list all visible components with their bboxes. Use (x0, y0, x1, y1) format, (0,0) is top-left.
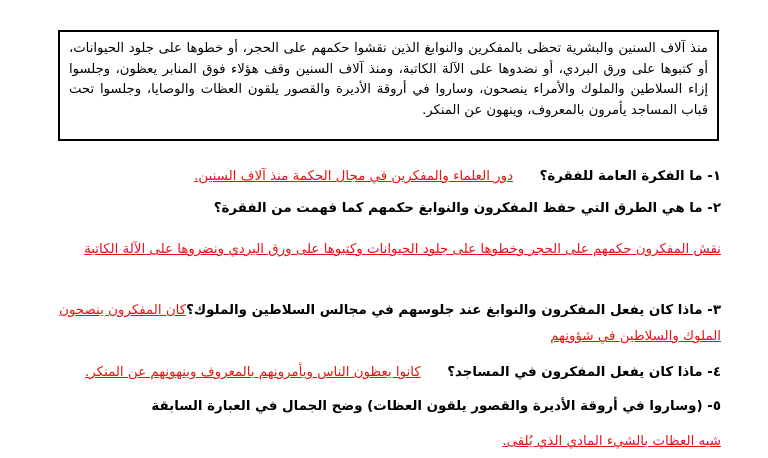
passage-box (58, 30, 719, 141)
question-4 (40, 361, 721, 384)
passage-text: منذ آلاف السنين والبشرية تحظى بالمفكرين والنوابغ الذين نقشوا حكمهم على الحجر، أو خطوها على جلود الحيوانات، أو كتبوها على ورق البردي، أو نضدوها على الآلة الكاتبة، ومنذ آلاف السنين وقف هؤلاء فوق المنابر يعظون، وجلسوا إزاء السلاطين والملوك والأمراء ينصحون، وساروا في أروقة الأديرة والقصور يلقون العظات والوصايا، وجلسوا تحت قباب المساجد يأمرون بالمعروف، وينهون عن المنكر. (69, 41, 708, 118)
question-3 (40, 299, 721, 322)
question-5-text: ٥- (وساروا في أروقة الأديرة والقصور يلقون العظات) وضح الجمال في العبارة السابقة (151, 399, 721, 414)
question-4-text: ٤- ماذا كان يفعل المفكرون في المساجد؟ (447, 365, 721, 380)
question-1-text: ١- ما الفكرة العامة للفقرة؟ (539, 169, 721, 184)
answer-1-text: دور العلماء والمفكرين في مجال الحكمة منذ آلاف السنين. (194, 169, 514, 184)
answer-3-continuation: الملوك والسلاطين في شؤونهم (550, 329, 721, 344)
question-1 (40, 165, 721, 188)
question-5 (40, 395, 721, 418)
answer-2-text: نقش المفكرون حكمهم على الحجر وخطوها على جلود الحيوانات وكتبوها على ورق البردي ونضروها على الآلة الكاتبة (84, 242, 721, 257)
answer-3-inline: كان المفكرون ينصحون (59, 303, 187, 318)
question-3-text: ٣- ماذا كان يفعل المفكرون والنوابغ عند جلوسهم في مجالس السلاطين والملوك؟ (186, 303, 721, 318)
answer-5-text: شبه العظات بالشيء المادي الذي يُلقى. (502, 434, 721, 449)
question-2 (40, 197, 721, 220)
answer-4-text: كانوا يعظون الناس ويأمرونهم بالمعروف وينهونهم عن المنكر. (85, 365, 421, 380)
question-2-text: ٢- ما هي الطرق التي حفظ المفكرون والنوابغ حكمهم كما فهمت من الفقرة؟ (213, 201, 721, 216)
